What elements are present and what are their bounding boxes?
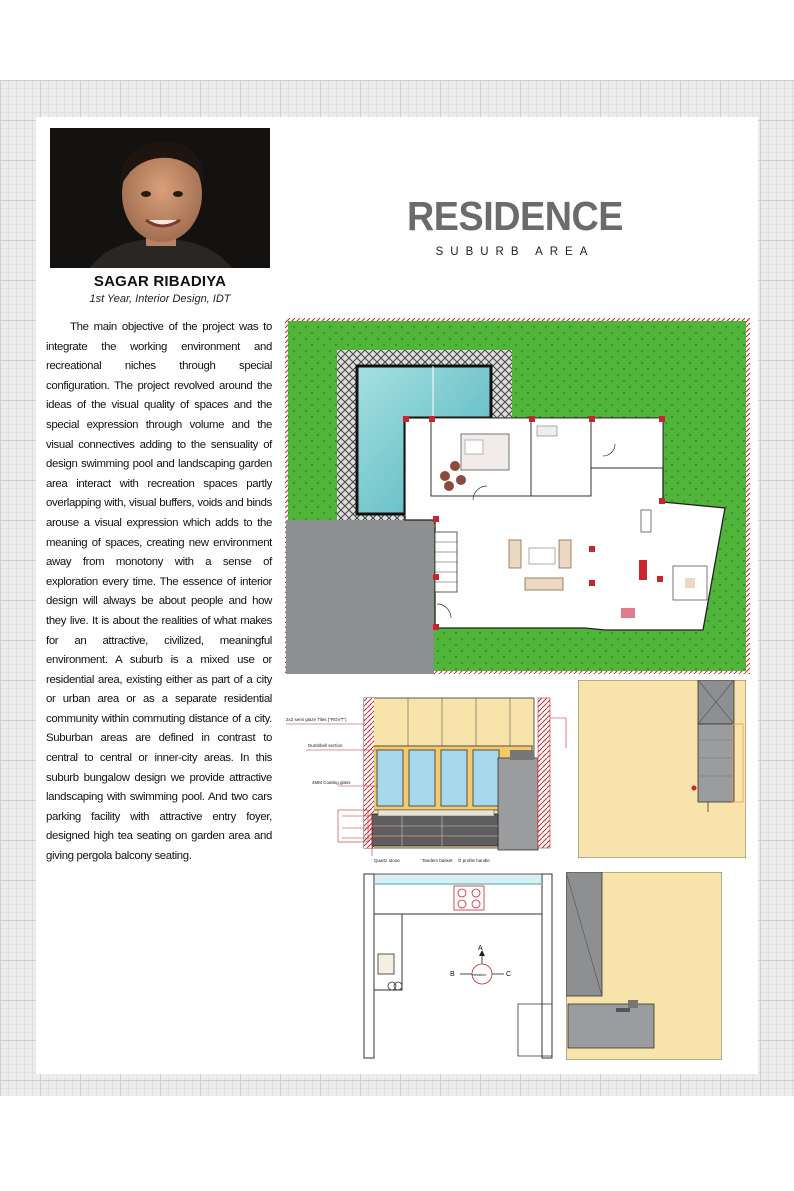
label-elevation: elevation: [472, 973, 487, 977]
student-name: SAGAR RIBADIYA: [93, 273, 227, 290]
student-photo: [50, 128, 270, 268]
label-a: A: [478, 945, 483, 952]
kitchen-elevation: [282, 688, 572, 864]
label-basket: Tandem basket: [422, 858, 453, 863]
kitchen-elevation-b: [566, 872, 722, 1060]
side-elevation: [578, 680, 746, 858]
label-glass: 4MM Coating glass: [312, 780, 351, 785]
kitchen-plan: [362, 870, 557, 1060]
label-dumbbell: Dumbbell section: [308, 743, 343, 748]
label-tiles: 2x2 semi glaze Tiles ("RGVT"): [286, 717, 347, 722]
site-floor-plan: [285, 318, 750, 674]
project-title: RESIDENCE: [407, 193, 623, 239]
label-b: B: [450, 971, 455, 978]
label-quartz: Quartz stone: [374, 858, 400, 863]
project-subtitle: SUBURB AREA: [435, 246, 595, 258]
project-description: The main objective of the project was to integrate the working environment and recreational niches through special configuration. The project revolved around the ideas of the visual quality of spaces and the special expression through volume and the visual connectives adding to the sensuality of design swimming pool and landscaping garden area interact with recreation spaces partly overlapping with, visual buffers, voids and binds arouse a visual expression which adds to the meaning of spaces, creating new environment away from monotony with a sense of exploration every time. The essence of interior design will always be about people and how they live. It is about the realities of what makes for an attractive, civilized, meaningful environment. A suburb is a mixed use or residential area, existing either as part of a city or urban area or as a separate residential community within commuting distance of a city. Suburban areas are defined in contrast to central to central or inner-city areas. In this suburb bungalow design we provide attractive landscaping with swimming pool. And two cars parking facility with attractive entry foyer, designed high tea seating on garden area and giving pergola balcony seating.: [46, 321, 272, 863]
label-c: C: [506, 971, 512, 978]
student-course: 1st Year, Interior Design, IDT: [89, 293, 231, 305]
label-handle: G profile handle: [458, 858, 490, 863]
